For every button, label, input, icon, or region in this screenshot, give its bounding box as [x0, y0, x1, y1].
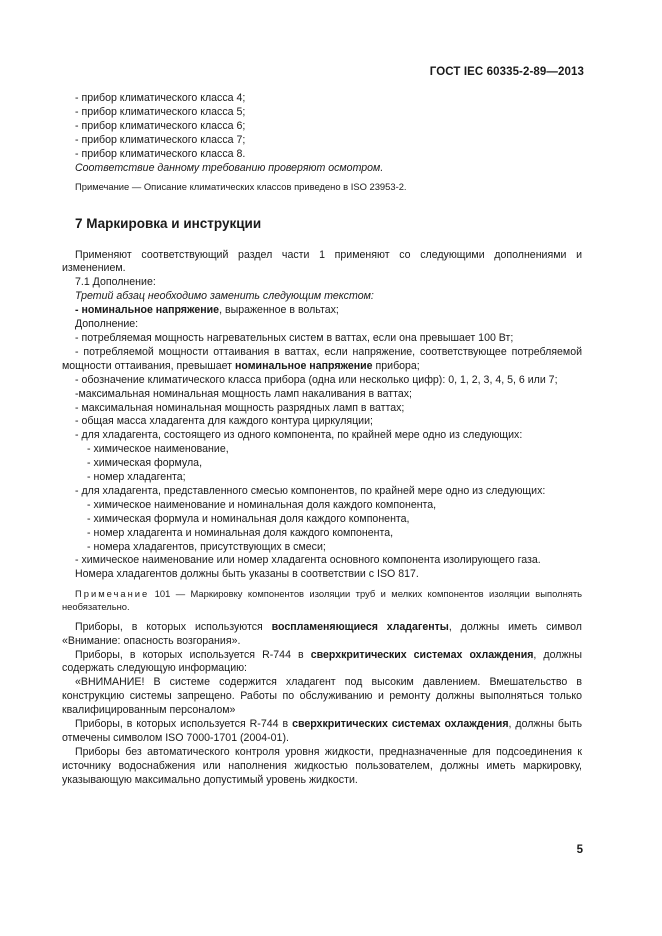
list-item: - общая масса хладагента для каждого контура циркуляции; [75, 415, 373, 428]
compliance-text: Соответствие данному требованию проверяют осмотром. [75, 161, 384, 174]
page-number: 5 [576, 844, 583, 856]
list-item: - прибор климатического класса 7; [75, 133, 246, 146]
sub-list-item: - номера хладагентов, присутствующих в смеси; [87, 540, 326, 553]
document-header: ГОСТ IEC 60335-2-89—2013 [429, 66, 584, 78]
sub-list-item: - химическое наименование, [87, 443, 229, 456]
warning-text: «ВНИМАНИЕ! В системе содержится хладагент под высоким давлением. Вмешательство в конструкцию системы запрещено. Работы по обслуживанию и ремонту должны выполняться только квалифицированным персоналом» [62, 676, 582, 717]
list-item: - для хладагента, состоящего из одного компонента, по крайней мере одно из следующих: [75, 429, 523, 442]
r744-info-paragraph: Приборы, в которых используется R-744 в сверхкритических системах охлаждения, должны содержать следующую информацию: [62, 648, 582, 675]
list-item: - химическое наименование или номер хладагента основного компонента изолирующего газа. [75, 554, 541, 567]
list-item: -максимальная номинальная мощность ламп накаливания в ваттах; [75, 387, 412, 400]
r744-symbol-paragraph: Приборы, в которых используется R-744 в сверхкритических системах охлаждения, должны быть отмечены символом ISO 7000-1701 (2004-01). [62, 718, 582, 744]
page-content [62, 92, 582, 788]
note-climate-classes: Примечание — Описание климатических классов приведено в ISO 23953-2. [75, 181, 407, 193]
sub-list-item: - номер хладагента; [87, 471, 186, 484]
list-item: - потребляемой мощности оттаивания в ваттах, если напряжение, соответствующее потребляемой мощности оттаивания, превышает номинальное напряжение прибора; [62, 345, 582, 372]
intro-paragraph: Применяют соответствующий раздел части 1 применяют со следующими дополнениями и изменением. [62, 248, 582, 275]
section-title: 7 Маркировка и инструкции [75, 215, 262, 231]
replace-instruction: Третий абзац необходимо заменить следующим текстом: [75, 290, 374, 303]
subsection-7-1: 7.1 Дополнение: [75, 276, 156, 289]
list-item: - прибор климатического класса 6; [75, 119, 246, 132]
list-item: - максимальная номинальная мощность разрядных ламп в ваттах; [75, 401, 405, 414]
sub-list-item: - химическое наименование и номинальная доля каждого компонента, [87, 498, 437, 511]
flammable-paragraph: Приборы, в которых используются воспламеняющиеся хладагенты, должны иметь символ «Внимание: опасность возгорания». [62, 620, 582, 647]
sub-list-item: - номер хладагента и номинальная доля каждого компонента, [87, 526, 394, 539]
list-item: - прибор климатического класса 8. [75, 147, 246, 160]
rated-voltage-item: - номинальное напряжение, выраженное в вольтах; [75, 304, 339, 317]
note-101: Примечание 101 — Маркировку компонентов изоляции труб и мелких компонентов изоляции выполнять необязательно. [62, 588, 582, 612]
list-item: - для хладагента, представленного смесью компонентов, по крайней мере одно из следующих: [75, 484, 546, 497]
iso817-paragraph: Номера хладагентов должны быть указаны в соответствии с ISO 817. [75, 568, 419, 581]
water-level-paragraph: Приборы без автоматического контроля уровня жидкости, предназначенные для подсоединения к источнику водоснабжения или наполнения жидкостью пользователем, должны иметь маркировку, указывающую максимально допустимый уровень жидкости. [62, 745, 582, 786]
list-item: - обозначение климатического класса прибора (одна или несколько цифр): 0, 1, 2, 3, 4, 5, 6 или 7; [75, 373, 558, 386]
list-item: - прибор климатического класса 4; [75, 92, 246, 104]
addition-label: Дополнение: [75, 318, 139, 331]
sub-list-item: - химическая формула, [87, 457, 203, 470]
list-item: - потребляемая мощность нагревательных систем в ваттах, если она превышает 100 Вт; [75, 331, 514, 344]
list-item: - прибор климатического класса 5; [75, 105, 246, 118]
rated-voltage-term: - номинальное напряжение [75, 304, 220, 317]
sub-list-item: - химическая формула и номинальная доля каждого компонента, [87, 512, 410, 525]
